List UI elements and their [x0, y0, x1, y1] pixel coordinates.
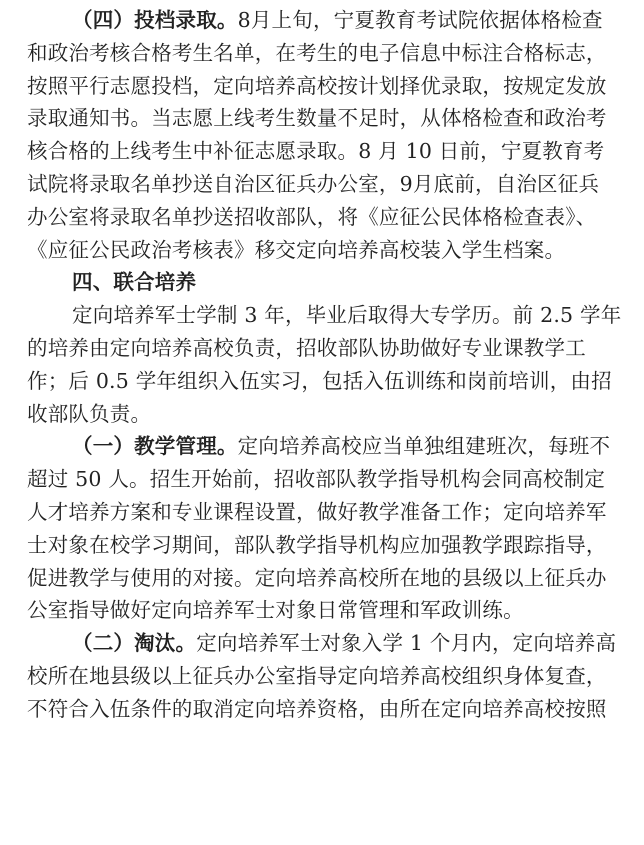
section-heading: 四、联合培养 [72, 270, 197, 295]
paragraph-line: 试院将录取名单抄送自治区征兵办公室，9月底前，自治区征兵 [27, 171, 600, 196]
paragraph-line: 收部队负责。 [27, 401, 152, 426]
paragraph-line: 公室指导做好定向培养军士对象日常管理和军政训练。 [27, 598, 524, 623]
subsection-lead: （二）淘汰。 [72, 631, 197, 656]
paragraph-line: 《应征公民政治考核表》移交定向培养高校装入学生档案。 [27, 237, 566, 262]
paragraph-line: 的培养由定向培养高校负责，招收部队协助做好专业课教学工 [27, 335, 586, 360]
paragraph-line: 超过 50 人。招生开始前，招收部队教学指导机构会同高校制定 [27, 467, 606, 492]
paragraph-line: 核合格的上线考生中补征志愿录取。8 月 10 日前，宁夏教育考 [27, 139, 605, 164]
subsection-lead: （一）教学管理。 [72, 434, 238, 459]
paragraph-text: 定向培养军士对象入学 1 个月内，定向培养高 [196, 631, 617, 656]
paragraph-line: 作；后 0.5 学年组织入伍实习，包括入伍训练和岗前培训，由招 [27, 368, 612, 393]
paragraph-line: 按照平行志愿投档，定向培养高校按计划择优录取，按规定发放 [27, 73, 607, 98]
paragraph-line [27, 627, 634, 660]
paragraph-line: 士对象在校学习期间，部队教学指导机构应加强教学跟踪指导， [27, 532, 607, 557]
paragraph-line: 定向培养军士学制 3 年，毕业后取得大专学历。前 2.5 学年 [72, 303, 622, 328]
paragraph-line: 和政治考核合格考生名单，在考生的电子信息中标注合格标志， [27, 40, 607, 65]
paragraph-text: 8月上旬，宁夏教育考试院依据体格检查 [237, 8, 603, 32]
paragraph-line: 不符合入伍条件的取消定向培养资格，由所在定向培养高校按照 [27, 696, 607, 721]
paragraph-text: 定向培养高校应当单独组建班次，每班不 [237, 434, 611, 459]
subsection-lead: （四）投档录取。 [72, 8, 238, 32]
paragraph-line: 办公室将录取名单抄送招收部队，将《应征公民体格检查表》、 [27, 204, 597, 229]
paragraph-line [27, 4, 634, 37]
paragraph-line: 校所在地县级以上征兵办公室指导定向培养高校组织身体复查， [27, 663, 607, 688]
paragraph-line: 录取通知书。当志愿上线考生数量不足时，从体格检查和政治考 [27, 106, 607, 131]
paragraph-line [27, 430, 634, 463]
paragraph-line: 人才培养方案和专业课程设置，做好教学准备工作；定向培养军 [27, 499, 607, 524]
paragraph-line: 促进教学与使用的对接。定向培养高校所在地的县级以上征兵办 [27, 565, 607, 590]
